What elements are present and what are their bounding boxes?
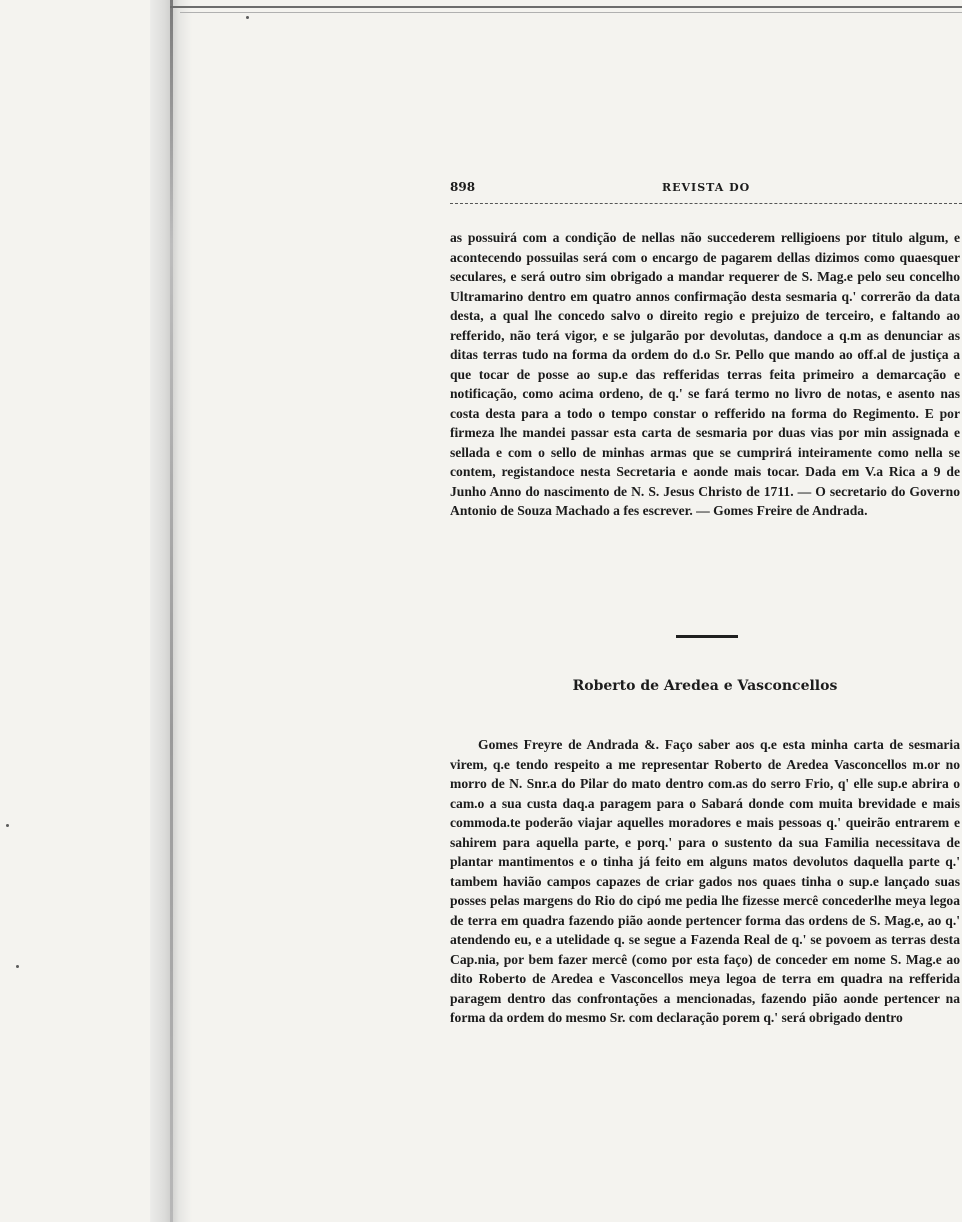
page-top-edge — [170, 6, 962, 8]
page-top-edge-inner — [180, 12, 962, 13]
running-head: REVISTA DO — [662, 181, 751, 194]
page-number: 898 — [450, 180, 476, 194]
section-divider — [676, 635, 738, 638]
section-title: Roberto de Aredea e Vasconcellos — [572, 678, 838, 694]
page-header — [450, 180, 962, 200]
paper-speck — [6, 824, 9, 827]
paper-speck — [16, 965, 19, 968]
body-paragraph-sesmaria: Gomes Freyre de Andrada &. Faço saber aos q.e esta minha carta de sesmaria virem, q.e tendo respeito a me representar Roberto de Aredea Vasconcellos m.or no morro de N. Snr.a do Pilar do mato dentro com.as do serro Frio, q' elle sup.e abrira o cam.o a sua custa daq.a paragem para o Sabará donde com muita brevidade e mais commoda.te poderão viajar aquelles moradores e mais pessoas q.' queirão entrarem e sahirem para aquella parte, e porq.' para o sustento da sua Familia necessitava de plantar mantimentos e o tinha já feito em alguns matos devolutos daquella parte q.' tambem havião campos capazes de criar gados nos quaes tinha o sup.e lançado suas posses pelas margens do Rio do cipó me pedia lhe fizesse mercê concederlhe meya legoa de terra em quadra fazendo pião aonde pertencer forma das ordens de S. Mag.e, ao q.' atendendo eu, e a utelidade q. se segue a Fazenda Real de q.' se povoem as terras desta Cap.nia, por bem fazer mercê (como por esta faço) de conceder em nome S. Mag.e ao dito Roberto de Aredea e Vasconcellos meya legoa de terra em quadra na refferida paragem dentro das confrontações a mencionadas, fazendo pião aonde pertencer na forma da ordem do mesmo Sr. com declaração porem q.' será obrigado dentro — [450, 737, 960, 1025]
binding-edge — [170, 0, 173, 1222]
paper-speck — [246, 16, 249, 19]
body-paragraph-continued: as possuirá com a condição de nellas não succederem relligioens por titulo algum, e acontecendo possuilas será com o encargo de pagarem dellas dizimos como quaesquer seculares, e será outro sim obrigado a mandar requerer de S. Mag.e pelo seu concelho Ultramarino dentro em quatro annos confirmação desta sesmaria q.' correrão da data desta, a qual lhe concedo salvo o direito regio e prejuizo de terceiro, e faltando ao refferido, não terá vigor, e se julgarão por devolutas, dandoce a q.m as denunciar as ditas terras tudo na forma da ordem do d.o Sr. Pello que mando ao off.al de justiça a que tocar de posse ao sup.e das refferidas terras feita primeiro a demarcação e notificação, como acima ordeno, de q.' se fará termo no livro de notas, e asento nas costa desta para a todo o tempo constar o refferido na forma do Regimento. E por firmeza lhe mandei passar esta carta de sesmaria por duas vias por min assignada e sellada e com o sello de minhas armas que se cumprirá inteiramente como nella se contem, registandoce nesta Secretaria e aonde mais tocar. Dada em V.a Rica a 9 de Junho Anno do nascimento de N. S. Jesus Christo de 1711. — O secretario do Governo Antonio de Souza Machado a fes escrever. — Gomes Freire de Andrada. — [450, 230, 960, 518]
header-rule — [450, 202, 962, 204]
